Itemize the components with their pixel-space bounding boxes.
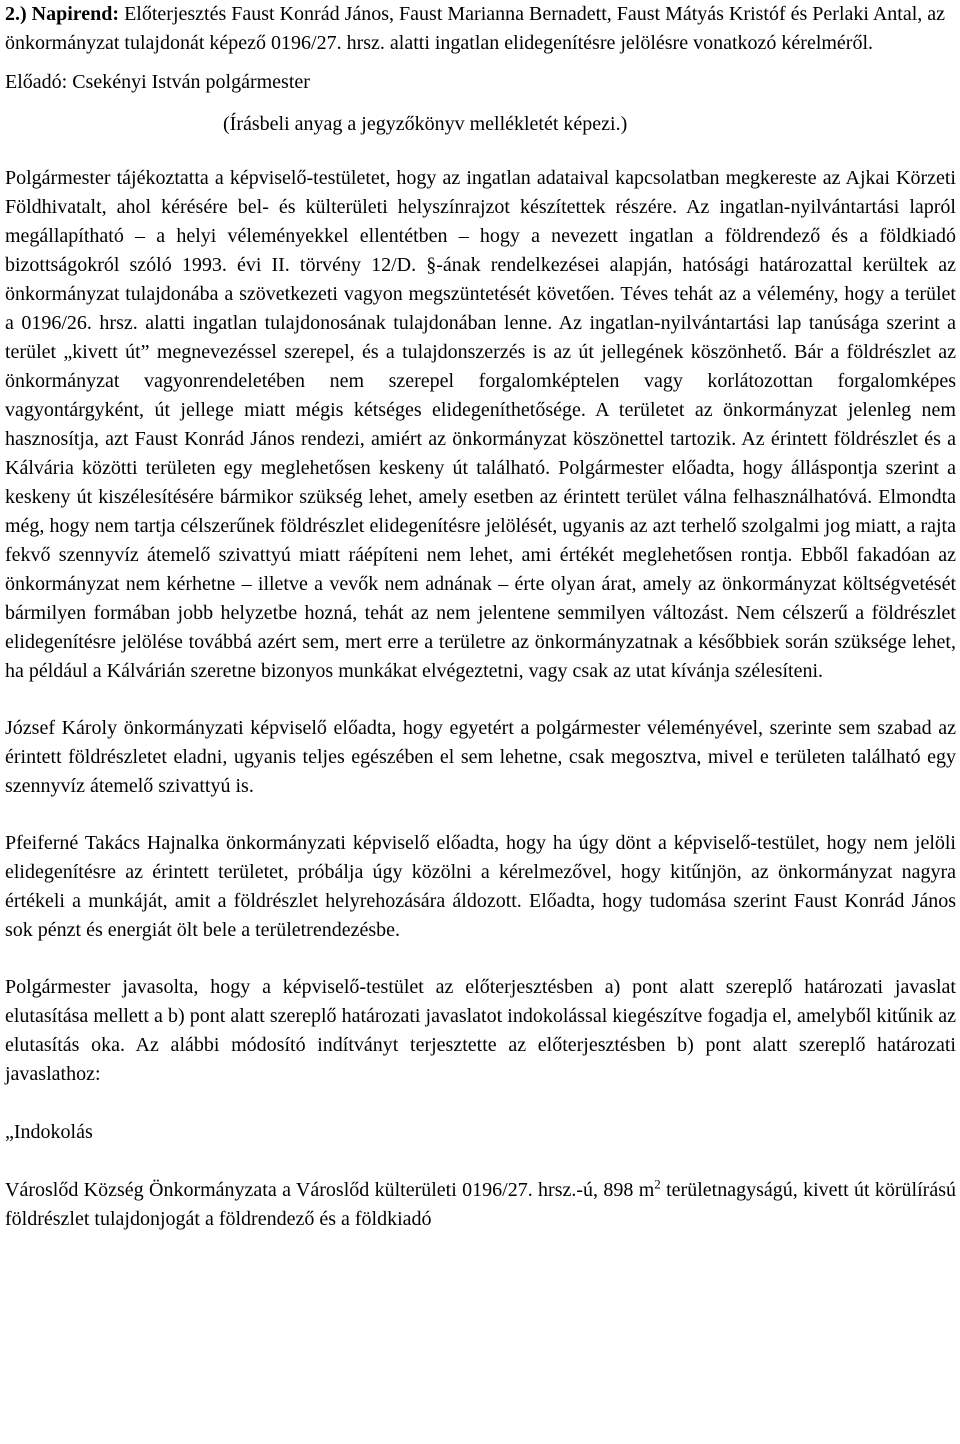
- pfeiferne-paragraph: Pfeiferné Takács Hajnalka önkormányzati képviselő előadta, hogy ha úgy dönt a képviselő-testület, hogy nem jelöli elidegenítésre az érintett területet, próbálja úgy közölni a kérelmezővel, hogy kitűnjön, az önkormányzat nagyra értékeli a munkáját, amit a földrészlet helyrehozására áldozott. Előadta, hogy tudomása szerint Faust Konrád János sok pénzt és energiát ölt bele a területrendezésbe.: [5, 832, 956, 941]
- jozsef-karoly-paragraph: József Károly önkormányzati képviselő előadta, hogy egyetért a polgármester véleményével, szerinte sem szabad az érintett földrészletet eladni, ugyanis teljes egészében el sem lehetne, csak megosztva, mivel e területen található egy szennyvíz átemelő szivattyú is.: [5, 717, 956, 797]
- reasoning-text: Városlőd Község Önkormányzata a Városlőd külterületi 0196/27. hrsz.-ú, 898 m: [5, 1179, 655, 1201]
- reasoning-paragraph: [5, 1176, 956, 1234]
- square-meter-superscript: 2: [654, 1176, 661, 1192]
- agenda-item: [5, 0, 956, 58]
- presenter-line: Előadó: Csekényi István polgármester: [5, 71, 310, 93]
- attachment-note: (Írásbeli anyag a jegyzőkönyv mellékletét képezi.): [223, 113, 628, 135]
- mayor-report-paragraph: Polgármester tájékoztatta a képviselő-testületet, hogy az ingatlan adataival kapcsolatban megkereste az Ajkai Körzeti Földhivatalt, ahol kérésére bel- és külterületi helyszínrajzot készítettek részére. Az ingatlan-nyilvántartási lapról megállapítható – a helyi véleményekkel ellentétben – hogy a nevezett ingatlan a földrendező és a földkiadó bizottságokról szóló 1993. évi II. törvény 12/D. §-ának rendelkezései alapján, hatósági határozattal kerültek az önkormányzat tulajdonába a szövetkezeti vagyon megszüntetését követően. Téves tehát az a vélemény, hogy a terület a 0196/26. hrsz. alatti ingatlan tulajdonosának tulajdonában lenne. Az ingatlan-nyilvántartási lap tanúsága szerint a terület „kivett út” megnevezéssel szerepel, és a tulajdonszerzés is az út jellegének köszönhető. Bár a földrészlet az önkormányzat vagyonrendeletében nem szerepel forgalomképtelen vagy korlátozottan forgalomképes vagyontárgyként, út jellege miatt mégis kétséges elidegeníthetősége. A területet az önkormányzat jelenleg nem hasznosítja, azt Faust Konrád János rendezi, amiért az önkormányzat köszönettel tartozik. Az érintett földrészlet és a Kálvária közötti területen egy meglehetősen keskeny út található. Polgármester előadta, hogy álláspontja szerint a keskeny út kiszélesítésére bármikor szükség lehet, amely esetben az érintett terület válna felhasználhatóvá. Elmondta még, hogy nem tartja célszerűnek földrészlet elidegenítésre jelölését, ugyanis az azt terhelő szolgalmi jog miatt, a rajta fekvő szennyvíz átemelő szivattyú miatt ráépíteni nem lehet, ami értékét meglehetősen rontja. Ebből fakadóan az önkormányzat nem kérhetne – illetve a vevők nem adnának – érte olyan árat, amely az önkormányzat költségvetését bármilyen formában jobb helyzetbe hozná, tehát az nem jelentene semmilyen változást. Nem célszerű a földrészlet elidegenítésre jelölése továbbá azért sem, mert erre a területre az önkormányzatnak a későbbiek során szüksége lehet, ha például a Kálvárián szeretne bizonyos munkákat elvégeztetni, vagy csak az utat kívánja szélesíteni.: [5, 167, 956, 682]
- agenda-title-rest: Előterjesztés Faust Konrád János, Faust Marianna Bernadett, Faust Mátyás Kristóf és Perlaki Antal, az önkormányzat tulajdonát képező 0196/27. hrsz. alatti ingatlan elidegenítésre jelölésre vonatkozó kérelméről.: [5, 3, 946, 54]
- mayor-proposal-paragraph: Polgármester javasolta, hogy a képviselő-testület az előterjesztésben a) pont alatt szereplő határozati javaslat elutasítása mellett a b) pont alatt szereplő határozati javaslatot indokolással kiegészítve fogadja el, amelyből kitűnik az elutasítás oka. Az alábbi módosító indítványt terjesztette az előterjesztésben b) pont alatt szereplő határozati javaslathoz:: [5, 976, 956, 1085]
- agenda-title-lead: 2.) Napirend:: [5, 3, 120, 25]
- reasoning-text-end: területnagyságú, kivett út körülírású földrészlet tulajdonjogát a földrendező és a földkiadó: [5, 1179, 956, 1230]
- reasoning-heading: „Indokolás: [5, 1121, 93, 1143]
